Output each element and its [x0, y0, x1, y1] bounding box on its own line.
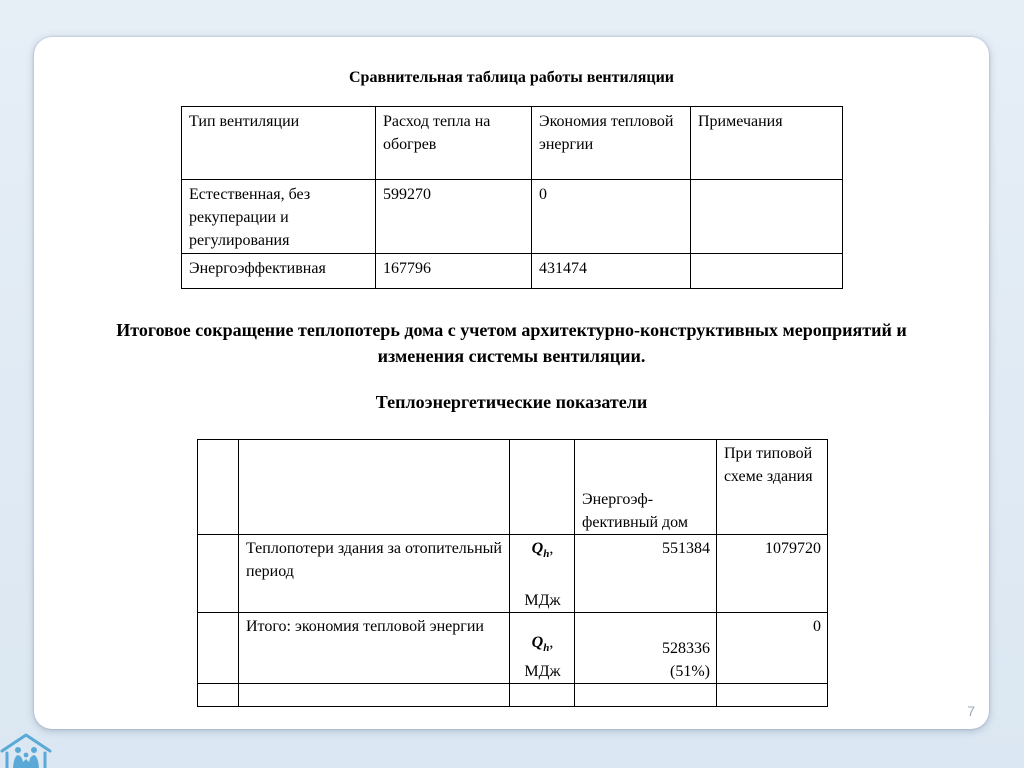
header-energy-savings: Экономия тепловой энергии — [532, 107, 691, 180]
table-header-row — [198, 440, 828, 535]
cell-type: Энергоэффективная — [182, 254, 376, 289]
header-efficient-house: Энергоэф-фективный дом — [575, 440, 717, 535]
cell-parameter: Теплопотери здания за отопительный период — [239, 535, 510, 613]
header-unit — [510, 440, 575, 535]
q-symbol: $Q_h$ — [531, 634, 550, 655]
header-notes: Примечания — [691, 107, 843, 180]
cell-type: Естественная, без рекуперации и регулирования — [182, 180, 376, 254]
table-row — [198, 535, 828, 613]
cell-parameter: Итого: экономия тепловой энергии — [239, 613, 510, 684]
header-ventilation-type: Тип вентиляции — [182, 107, 376, 180]
header-typical-building: При типовой схеме здания — [717, 440, 828, 535]
cell-index — [198, 535, 239, 613]
table2-title: Теплоэнергетические показатели — [375, 392, 648, 412]
ventilation-comparison-table — [181, 106, 843, 289]
cell-empty — [198, 684, 239, 707]
cell-efficient-value: 551384 — [575, 535, 717, 613]
q-symbol: $Q_h$ — [531, 540, 550, 561]
cell-empty — [510, 684, 575, 707]
header-parameter — [239, 440, 510, 535]
cell-heat: 599270 — [376, 180, 532, 254]
cell-empty — [239, 684, 510, 707]
unit-label: МДж — [524, 592, 561, 610]
slide-card — [34, 37, 989, 729]
cell-unit: $Q_h$, МДж — [510, 613, 575, 684]
cell-notes — [691, 180, 843, 254]
thermal-indicators-table — [197, 439, 828, 707]
cell-empty — [575, 684, 717, 707]
table-header-row — [182, 107, 843, 180]
cell-typical-value: 0 — [717, 613, 828, 684]
cell-index — [198, 613, 239, 684]
cell-savings: 0 — [532, 180, 691, 254]
header-heat-consumption: Расход тепла на обогрев — [376, 107, 532, 180]
cell-typical-value: 1079720 — [717, 535, 828, 613]
table-row — [182, 180, 843, 254]
header-index — [198, 440, 239, 535]
cell-notes — [691, 254, 843, 289]
table-row — [182, 254, 843, 289]
cell-unit: $Q_h$, МДж — [510, 535, 575, 613]
house-family-logo-icon — [0, 731, 52, 768]
table-row — [198, 613, 828, 684]
unit-label: МДж — [524, 663, 561, 681]
page-number: 7 — [967, 703, 975, 719]
table1-title: Сравнительная таблица работы вентиляции — [348, 69, 675, 86]
summary-heading: Итоговое сокращение теплопотерь дома с учетом архитектурно-конструктивных мероприятий и изменения системы вентиляции. — [116, 320, 907, 366]
cell-efficient-value: 528336 (51%) — [575, 613, 717, 684]
table-row — [198, 684, 828, 707]
cell-empty — [717, 684, 828, 707]
cell-savings: 431474 — [532, 254, 691, 289]
cell-heat: 167796 — [376, 254, 532, 289]
